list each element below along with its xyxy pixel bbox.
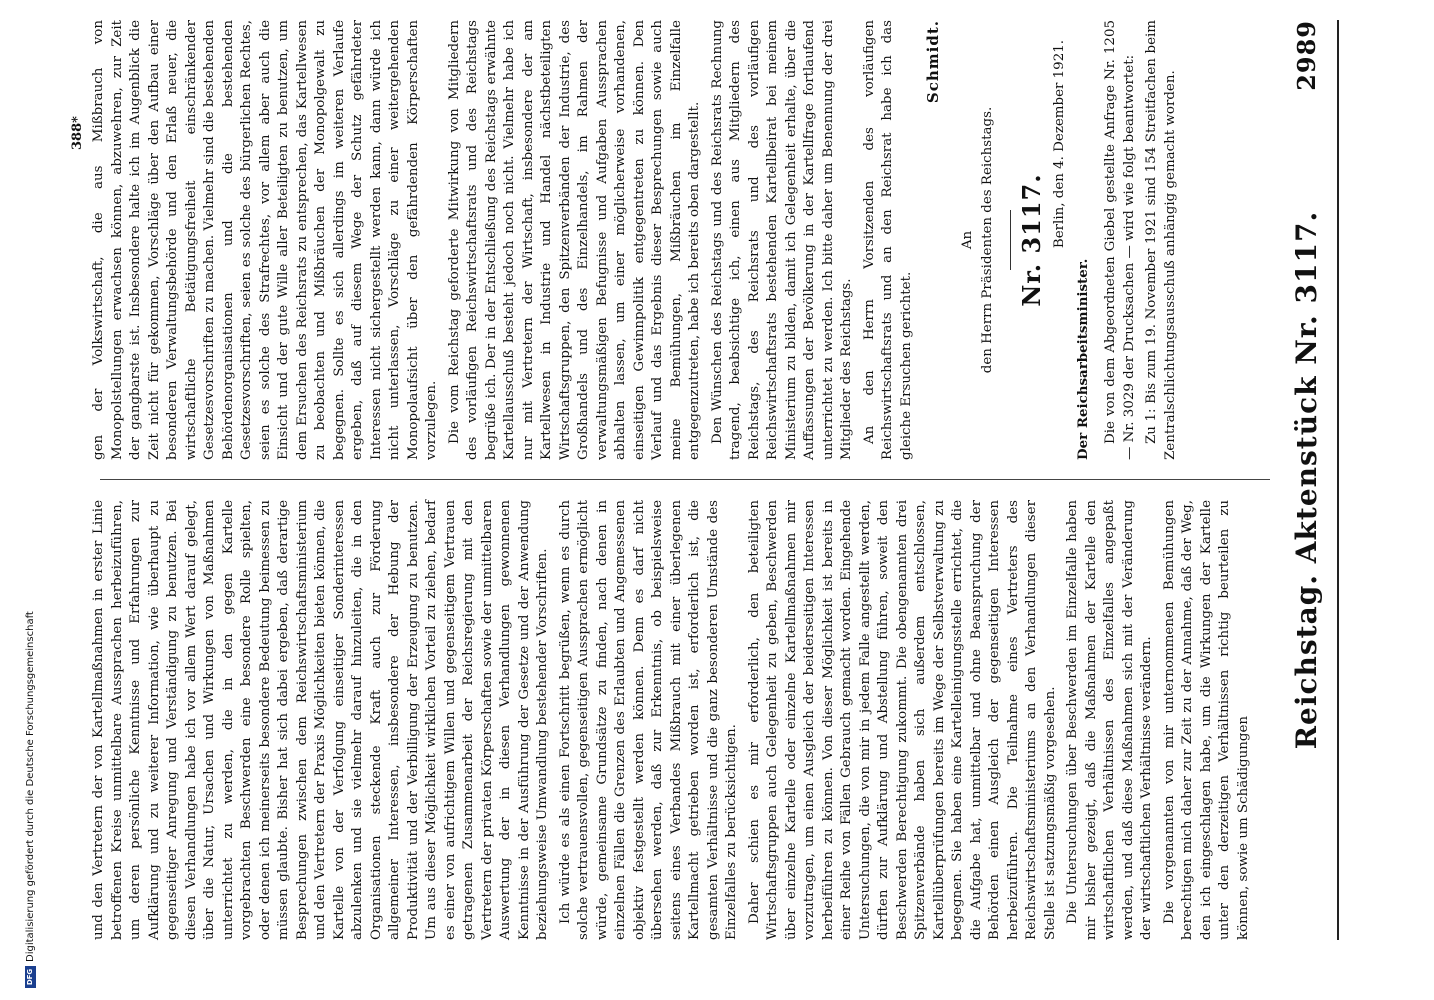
place-date: Berlin, den 4. Dezember 1921.: [1052, 40, 1067, 249]
paragraph: Daher schien es mir erforderlich, den beteiligten Wirtschaftsgruppen auch Gelegenheit zu geben, Beschwerden über einzelne Kartelle oder einzelne Kartellmaßnahmen mir vorzutragen, um einen Ausgleich der beiderseitigen Interessen herbeiführen zu können. Von dieser Möglichkeit ist bereits in einer Reihe von Fällen Gebrauch gemacht worden. Eingehende Untersuchungen, die von mir in jedem Falle angestellt werden, dürften zur Aufklärung und Abstellung führen, soweit den Beschwerden Berechtigung zukommt. Die obengenannten drei Spitzenverbände haben sich außerdem entschlossen, Kartellüberprüfungen bereits im Wege der Selbstverwaltung zu begegnen. Sie haben eine Kartelleinigungsstelle errichtet, die die Aufgabe hat, unmittelbar und ohne Beanspruchung der Behörden einen Ausgleich der gegenseitigen Interessen herbeizuführen. Die Teilnahme eines Vertreters des Reichswirtschaftsministeriums an den Verhandlungen dieser Stelle ist satzungsmäßig vorgesehen.: [746, 500, 1058, 940]
addressee: Der Reichsarbeitsminister.: [1074, 258, 1091, 460]
paragraph: Die Untersuchungen über Beschwerden im Einzelfalle haben mir bisher gezeigt, daß die Maßnahmen der Kartelle den wirtschaftlichen Verhältnissen des Einzelfalles angepaßt werden, und daß diese Maßnahmen sich mit der Veränderung der wirtschaftlichen Verhältnisse verändern.: [1065, 500, 1154, 940]
page-number: 2989: [1292, 20, 1321, 91]
paragraph: Den Wünschen des Reichstags und des Reichsrats Rechnung tragend, beabsichtige ich, einen aus Mitgliedern des Reichstags, des Reichsrats und des vorläufigen Reichswirtschaftsrats bestehenden Kartellbeirat bei meinem Ministerium zu bilden, damit ich Gelegenheit erhalte, über die Auffassungen der Bevölkerung in der Kartellfrage fortlaufend unterrichtet zu werden. Ich bitte daher um Benennung der drei Mitglieder des Reichstags.: [709, 20, 854, 460]
footer-mark: 388*: [70, 116, 85, 150]
page-title: Reichstag. Aktenstück Nr. 3117.: [1290, 210, 1323, 750]
signer: Schmidt.: [924, 20, 942, 104]
paragraph: An den Herrn Vorsitzenden des vorläufigen Reichswirtschaftsrats und an den Reichsrat habe ich das gleiche Ersuchen gerichtet.: [861, 20, 914, 460]
paragraph: Ich würde es als einen Fortschritt begrüßen, wenn es durch solche vertrauensvollen, gegenseitigen Aussprachen ermöglicht würde, gemeinsame Grundsätze zu finden, nach denen in einzelnen Fällen die Grenzen des Erlaubten und Angemessenen objektiv festgestellt werden können. Denn es darf nicht übersehen werden, daß zur Erkenntnis, ob beispielsweise seitens eines Verbandes Mißbrauch mit einer überlegenen Kartellmacht getrieben worden ist, erforderlich ist, die gesamten Verhältnisse und die ganz besonderen Umstände des Einzelfalles zu berücksichtigen.: [557, 500, 739, 940]
header-rule: [1337, 20, 1339, 940]
divider: [1010, 210, 1011, 270]
paragraph: Die vorgenannten von mir unternommenen Bemühungen berechtigen mich daher zur Zeit zu der Annahme, daß der Weg, den ich eingeschlagen habe, um die Wirkungen der Kartelle unter den derzeitigen Verhältnissen richtig beurteilen zu können, sowie um Schädigungen: [1161, 500, 1251, 940]
running-head: [1290, 20, 1334, 940]
right-column: [90, 20, 1280, 460]
recipient-prefix: An: [959, 230, 975, 250]
left-column: [90, 500, 1280, 940]
paragraph: und den Vertretern der von Kartellmaßnahmen in erster Linie betroffenen Kreise unmittelbare Aussprachen herbeizuführen, um deren persönliche Kenntnisse und Erfahrungen zur Aufklärung und zu weiterer Information, wie überhaupt zu gegenseitiger Anregung und Verständigung zu benutzen. Bei diesen Verhandlungen habe ich vor allem Wert darauf gelegt, über die Natur, Ursachen und Wirkungen von Maßnahmen unterrichtet zu werden, die in den gegen Kartelle vorgebrachten Beschwerden eine besondere Rolle spielten, oder denen ich meinerseits besondere Bedeutung beimessen zu müssen glaubte. Bisher hat sich dabei ergeben, daß derartige Besprechungen zwischen dem Reichswirtschaftsministerium und den Vertretern der Praxis Möglichkeiten bieten können, die Kartelle von der Verfolgung einseitiger Sonderinteressen abzulenken und sie vielmehr darauf hinzuleiten, die in den Organisationen steckende Kraft auch zur Förderung allgemeiner Interessen, insbesondere der Hebung der Produktivität und der Verbilligung der Erzeugung zu benutzen. Um aus dieser Möglichkeit wirklichen Vorteil zu ziehen, bedarf es einer von aufrichtigem Willen und gegenseitigem Vertrauen getragenen Zusammenarbeit der Reichsregierung mit den Vertretern der privaten Körperschaften sowie der unmittelbaren Auswertung der in diesen Verhandlungen gewonnenen Kenntnisse in der Ausführung der Gesetze und der Anwendung beziehungsweise Umwandlung bestehender Vorschriften.: [91, 500, 550, 940]
paragraph: Die vom Reichstag geforderte Mitwirkung von Mitgliedern des vorläufigen Reichswirtschaftsrats und des Reichstags begrüße ich. Der in der Entschließung des Reichstags erwähnte Kartellausschuß besteht jedoch noch nicht. Vielmehr habe ich nur mit Vertretern der Wirtschaft, insbesondere der am Kartellwesen in Industrie und Handel nächstbeteiligten Wirtschaftsgruppen, den Spitzenverbänden der Industrie, des Großhandels und des Einzelhandels, im Rahmen der verwaltungsmäßigen Befugnisse und Aufgaben Aussprachen abhalten lassen, um einer möglicherweise vorhandenen, einseitigen Gewinnpolitik entgegentreten zu können. Den Verlauf und das Ergebnis dieser Besprechungen sowie auch meine Bemühungen, Mißbräuchen im Einzelfalle entgegenzutreten, habe ich bereits oben dargestellt.: [446, 20, 702, 460]
scan-credit-text: Digitalisierung gefördert durch die Deutsche Forschungsgemeinschaft: [25, 611, 36, 962]
paragraph: Zu 1: Bis zum 19. November 1921 sind 154 Streitfachen beim Zentralschlichtungsausschuß anhängig gemacht worden.: [1144, 20, 1178, 460]
paragraph: gen der Volkswirtschaft, die aus Mißbrauch von Monopolstellungen erwachsen können, abzuwehren, zur Zeit der gangbarste ist. Insbesondere halte ich im Augenblick die Zeit nicht für gekommen, Vorschläge über den Aufbau einer besonderen Verwaltungsbehörde und den Erlaß neuer, die wirtschaftliche Betätigungsfreiheit einschränkender Gesetzesvorschriften zu machen. Vielmehr sind die bestehenden Behördenorganisationen und die bestehenden Gesetzesvorschriften, seien es solche des bürgerlichen Rechtes, seien es solche des Strafrechtes, vor allem aber auch die Einsicht und der gute Wille aller Beteiligten zu benutzen, um dem Ersuchen des Reichsrats zu entsprechen, das Kartellwesen zu beobachten und Mißbräuchen der Monopolgewalt zu begegnen. Sollte es sich allerdings im weiteren Verlaufe ergeben, daß auf diesem Wege der Schutz gefährdeter Interessen nicht sichergestellt werden kann, dann würde ich nicht unterlassen, Vorschläge zu einer weitergehenden Monopolaufsicht über den gefährdenden Körperschaften vorzulegen.: [91, 20, 439, 460]
scan-credit: [24, 28, 38, 988]
paragraph: Die von dem Abgeordneten Giebel gestellte Anfrage Nr. 1205 — Nr. 3029 der Drucksachen — wird wie folgt beantwortet:: [1103, 20, 1137, 460]
column-divider: [100, 479, 1270, 480]
dfg-logo: DFG: [25, 966, 36, 988]
document-number: Nr. 3117.: [1016, 173, 1046, 307]
recipient: den Herrn Präsidenten des Reichstags.: [980, 106, 995, 374]
